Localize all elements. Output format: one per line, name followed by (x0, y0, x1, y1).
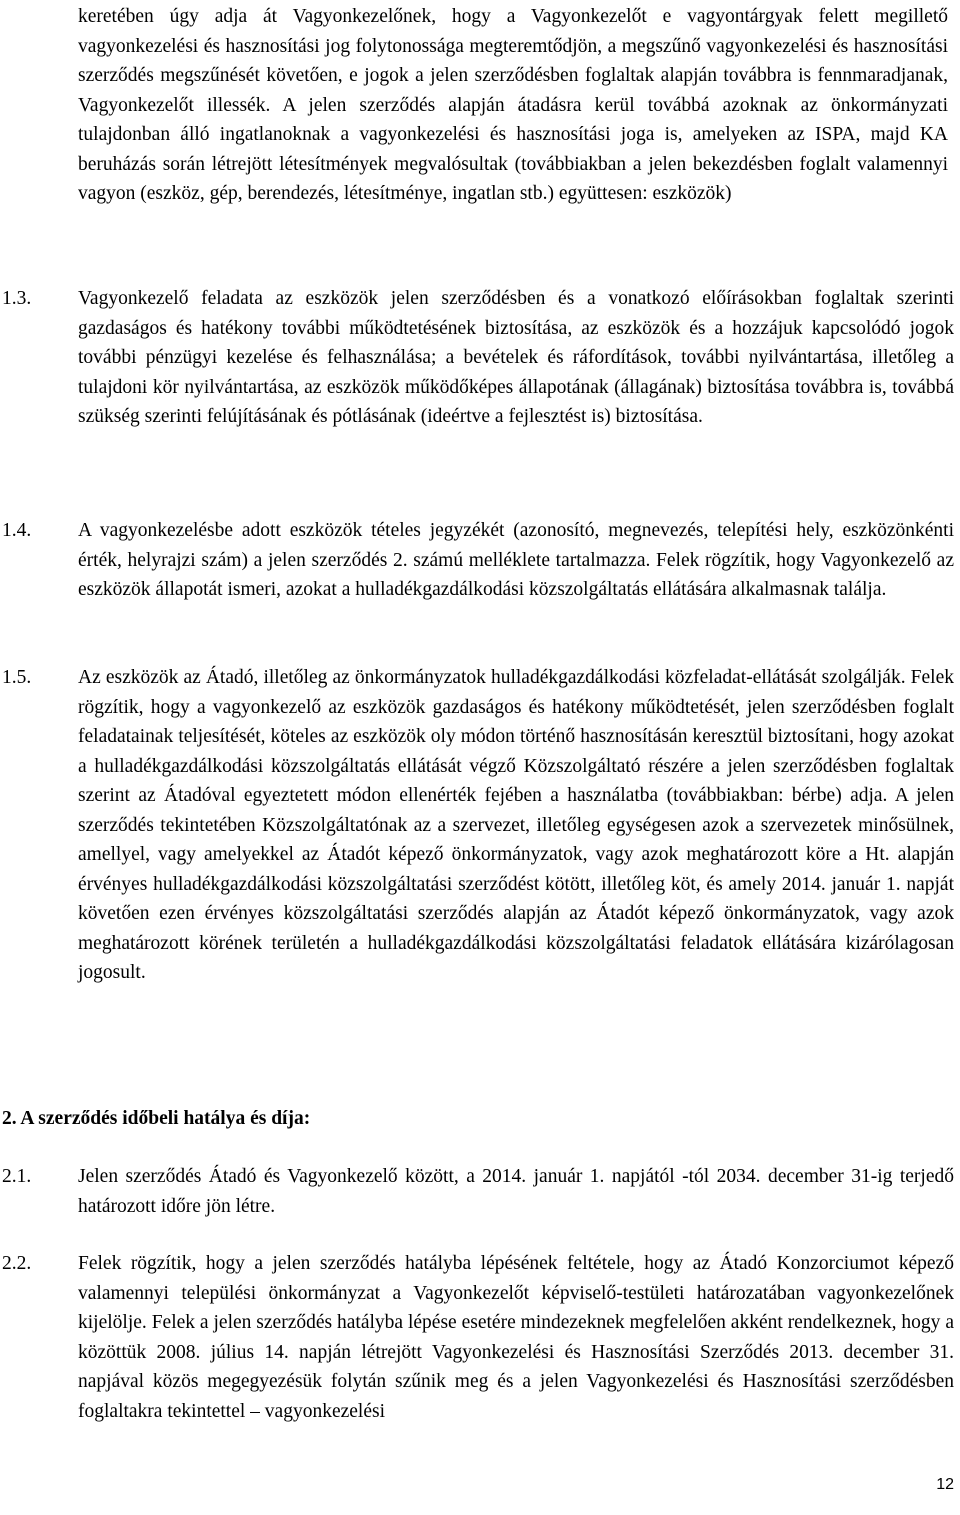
clause-1-4 (2, 516, 954, 605)
clause-1-5 (2, 663, 954, 988)
clause-2-1 (2, 1162, 954, 1221)
clause-number: 1.4. (2, 520, 32, 541)
clause-text: Az eszközök az Átadó, illetőleg az önkormányzatok hulladékgazdálkodási közfeladat-ellátását szolgálják. Felek rögzítik, hogy a vagyonkezelő az eszközök gazdaságos és hatékony működtetését, jelen szerződésben foglalt feladatainak teljesítését, köteles az eszközök oly módon történő hasznosításán keresztül biztosítani, hogy azokat a hulladékgazdálkodási közszolgáltatás ellátását végző Közszolgáltató részére a jelen szerződésben foglaltak szerint az Átadóval egyeztetett módon ellenérték fejében a használatba (továbbiakban: bérbe) adja. A jelen szerződés tekintetében Közszolgáltatónak az a szervezet, illetőleg egységesen azok a szervezetek minősülnek, amellyel, vagy amelyekkel az Átadót képező önkormányzatok, vagy azok meghatározott köre a Ht. alapján érvényes hulladékgazdálkodási közszolgáltatási szerződést kötött, illetőleg köt, és amely 2014. január 1. napját követően ezen érvényes közszolgáltatási szerződés alapján az Átadót képező önkormányzatok, vagy azok meghatározott körének területén a hulladékgazdálkodási közszolgáltatási feladatok ellátására kizárólagosan jogosult. (78, 667, 954, 983)
clause-number: 2.1. (2, 1166, 32, 1187)
clause-text: Vagyonkezelő feladata az eszközök jelen szerződésben és a vonatkozó előírásokban foglaltak szerinti gazdaságos és hatékony további működtetésének biztosítása, az eszközök és a hozzájuk kapcsolódó jogok további pénzügyi kezelése és felhasználása; a bevételek és ráfordítások, további nyilvántartása, illetőleg a tulajdoni kör nyilvántartása, az eszközök működőképes állapotának (állagának) biztosítása továbbra is, továbbá szükség szerinti felújításának és pótlásának (ideértve a fejlesztést is) biztosítása. (78, 288, 954, 427)
continuation-text: keretében úgy adja át Vagyonkezelőnek, hogy a Vagyonkezelőt e vagyontárgyak felett megillető vagyonkezelési és hasznosítási jog folytonossága megteremtődjön, a megszűnő vagyonkezelési és hasznosítási szerződés megszűnését követően, e jogok a jelen szerződésben foglaltak alapján továbbra is fennmaradjanak, Vagyonkezelőt illessék. A jelen szerződés alapján átadásra kerül továbbá azoknak az önkormányzati tulajdonban álló ingatlanoknak a vagyonkezelési és hasznosítási joga is, amelyeken az ISPA, majd KA beruházás során létrejött létesítmények megvalósultak (továbbiakban a jelen bekezdésben foglalt valamennyi vagyon (eszköz, gép, berendezés, létesítménye, ingatlan stb.) együttesen: eszközök) (78, 6, 948, 204)
clause-text: Felek rögzítik, hogy a jelen szerződés hatályba lépésének feltétele, hogy az Átadó Konzorciumot képező valamennyi települési önkormányzat a Vagyonkezelőt képviselő-testületi határozatában vagyonkezelőnek kijelölje. Felek a jelen szerződés hatályba lépése esetére mindezeknek megfelelően akként rendelkeznek, hogy a közöttük 2008. július 14. napján létrejött Vagyonkezelési és Hasznosítási Szerződés 2013. december 31. napjával közös megegyezésük folytán szűnik meg és a jelen Vagyonkezelési és Hasznosítási szerződésben foglaltakra tekintettel – vagyonkezelési (78, 1253, 954, 1422)
page-number: 12 (936, 1476, 954, 1493)
clause-2-2 (2, 1249, 954, 1426)
section-heading: 2. A szerződés időbeli hatálya és díja: (2, 1108, 311, 1129)
clause-text: A vagyonkezelésbe adott eszközök tételes jegyzékét (azonosító, megnevezés, telepítési hely, eszközönkénti érték, helyrajzi szám) a jelen szerződés 2. számú melléklete tartalmazza. Felek rögzítik, hogy Vagyonkezelő az eszközök állapotát ismeri, azokat a hulladékgazdálkodási közszolgáltatás ellátására alkalmasnak találja. (78, 520, 954, 600)
clause-number: 2.2. (2, 1253, 32, 1274)
clause-number: 1.5. (2, 667, 32, 688)
clause-text: Jelen szerződés Átadó és Vagyonkezelő között, a 2014. január 1. napjától -tól 2034. december 31-ig terjedő határozott időre jön létre. (78, 1166, 954, 1217)
clause-number: 1.3. (2, 288, 32, 309)
clause-1-3 (2, 284, 954, 432)
